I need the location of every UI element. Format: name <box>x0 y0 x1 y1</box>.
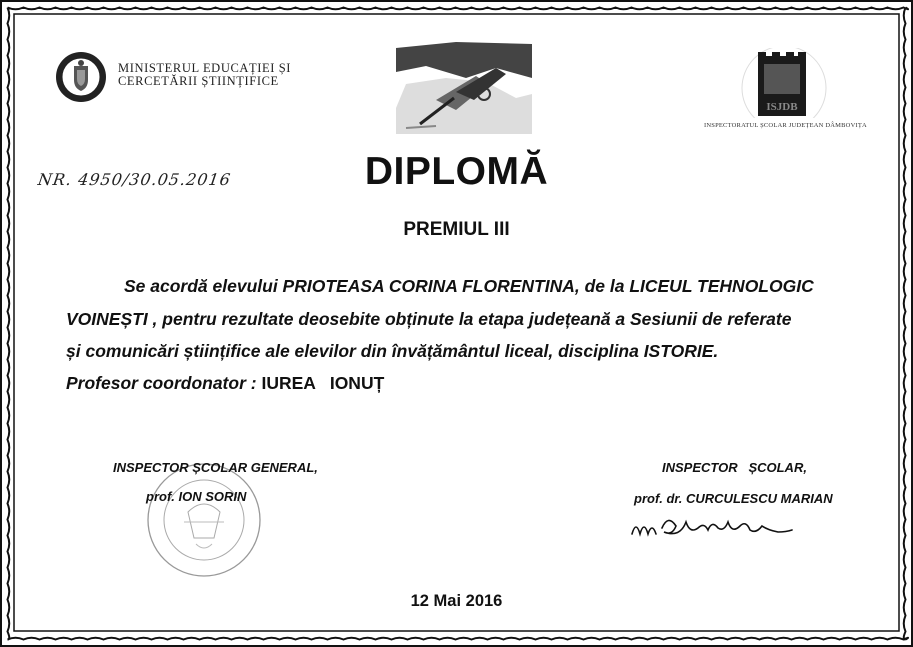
right-signatory-title: INSPECTOR ȘCOLAR, <box>662 460 807 475</box>
ministry-name <box>118 62 291 88</box>
coordinator-label: Profesor coordonator : <box>66 373 257 393</box>
body-line-3: și comunicări științifice ale elevilor din învățământul liceal, disciplina ISTORIE. <box>66 341 719 361</box>
diploma-title: DIPLOMĂ <box>364 150 549 193</box>
prize-label: PREMIUL III <box>403 219 510 240</box>
handwritten-signature-icon <box>628 508 798 544</box>
body-line-1: Se acordă elevului PRIOTEASA CORINA FLORENTINA, de la LICEUL TEHNOLOGIC <box>124 276 814 296</box>
isj-dambovita-logo-icon <box>740 48 828 118</box>
ministry-line-1: MINISTERUL EDUCAȚIEI ȘI <box>118 61 292 75</box>
registration-number: NR. 4950/30.05.2016 <box>36 170 233 189</box>
left-signatory-title: INSPECTOR ȘCOLAR GENERAL, <box>113 460 318 475</box>
isj-caption: INSPECTORATUL ȘCOLAR JUDEȚEAN DÂMBOVIȚA <box>704 122 867 129</box>
left-signatory-name: prof. ION SORIN <box>146 489 247 504</box>
ministry-line-2: CERCETĂRII ȘTIINȚIFICE <box>118 74 279 88</box>
right-signatory-name: prof. dr. CURCULESCU MARIAN <box>634 491 833 506</box>
isj-logo-text: ISJDB <box>766 101 798 113</box>
issue-date: 12 Mai 2016 <box>410 592 503 610</box>
official-stamp-icon <box>144 460 264 580</box>
writing-hand-illustration <box>396 38 532 134</box>
body-line-2: VOINEȘTI , pentru rezultate deosebite obținute la etapa județeană a Sesiunii de referate <box>66 309 792 329</box>
ministry-emblem-icon <box>55 50 107 104</box>
coordinator-name: IUREA IONUȚ <box>261 373 385 393</box>
coordinator-line <box>66 373 384 394</box>
